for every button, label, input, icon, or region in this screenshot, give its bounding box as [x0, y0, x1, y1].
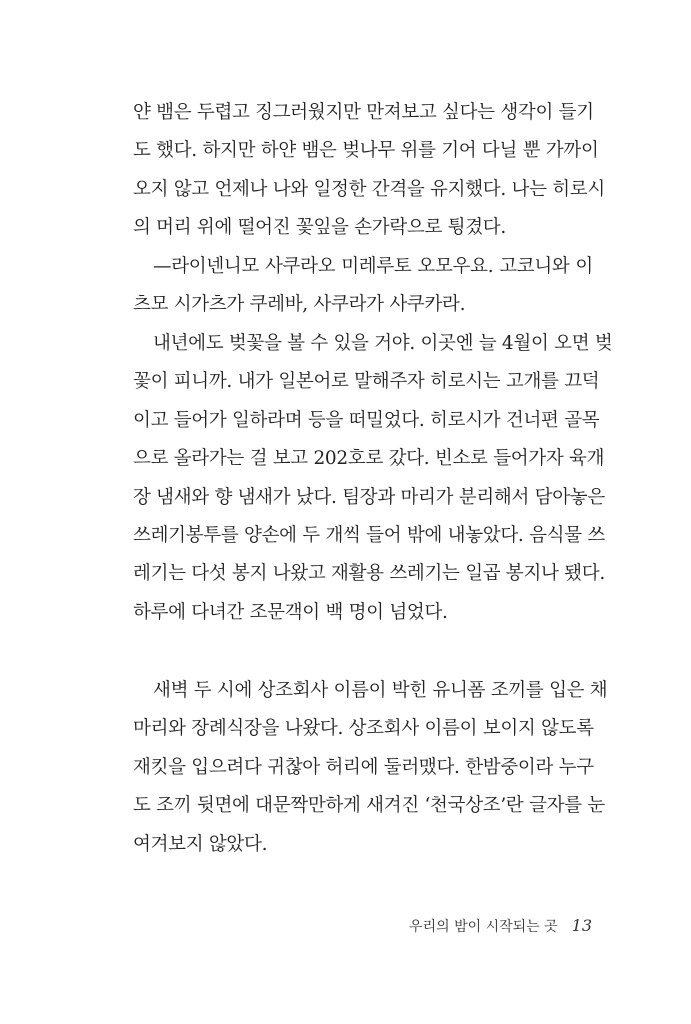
text-line: 얀 뱀은 두렵고 징그러웠지만 만져보고 싶다는 생각이 들기 [133, 102, 594, 123]
text-line: 도 했다. 하지만 하얀 뱀은 벚나무 위를 기어 다닐 뿐 가까이 [133, 140, 599, 162]
running-title: 우리의 밤이 시작되는 곳 [409, 919, 558, 935]
page-footer [409, 916, 592, 936]
text-line: 꽃이 피니까. 내가 일본어로 말해주자 히로시는 고개를 끄덕 [133, 371, 600, 393]
text-line: 장 냄새와 향 냄새가 났다. 팀장과 마리가 분리해서 담아놓은 [133, 486, 605, 508]
text-line: 도 조끼 뒷면에 대문짝만하게 새겨진 ‘천국상조’란 글자를 눈 [133, 795, 605, 817]
text-line: 으로 올라가는 걸 보고 202호로 갔다. 빈소로 들어가자 육개 [133, 448, 605, 470]
text-line: 의 머리 위에 떨어진 꽃잎을 손가락으로 튕겼다. [133, 217, 506, 239]
text-line: 내년에도 벚꽃을 볼 수 있을 거야. 이곳엔 늘 4월이 오면 벚 [153, 332, 613, 354]
page-number: 13 [571, 916, 592, 935]
text-line: 이고 들어가 일하라며 등을 떠밀었다. 히로시가 건너편 골목 [133, 409, 600, 431]
text-line: 마리와 장례식장을 나왔다. 상조회사 이름이 보이지 않도록 [133, 718, 594, 740]
text-line: 여겨보지 않았다. [133, 833, 268, 855]
text-line: 쓰레기봉투를 양손에 두 개씩 들어 밖에 내놓았다. 음식물 쓰 [133, 524, 605, 546]
body-text-section-2 [133, 672, 608, 864]
text-line: 오지 않고 언제나 나와 일정한 간격을 유지했다. 나는 히로시 [133, 178, 605, 200]
text-line: 츠모 시가츠가 쿠레바, 사쿠라가 사쿠카라. [133, 294, 466, 316]
body-text-section-1 [133, 94, 613, 632]
text-line: —라이넨니모 사쿠라오 미레루토 오모우요. 고코니와 이 [153, 255, 593, 277]
text-line: 레기는 다섯 봉지 나왔고 재활용 쓰레기는 일곱 봉지나 됐다. [133, 563, 605, 585]
text-line: 재킷을 입으려다 귀찮아 허리에 둘러맸다. 한밤중이라 누구 [133, 756, 594, 778]
text-line: 하루에 다녀간 조문객이 백 명이 넘었다. [133, 601, 448, 623]
text-line: 새벽 두 시에 상조회사 이름이 박힌 유니폼 조끼를 입은 채 [153, 680, 608, 701]
